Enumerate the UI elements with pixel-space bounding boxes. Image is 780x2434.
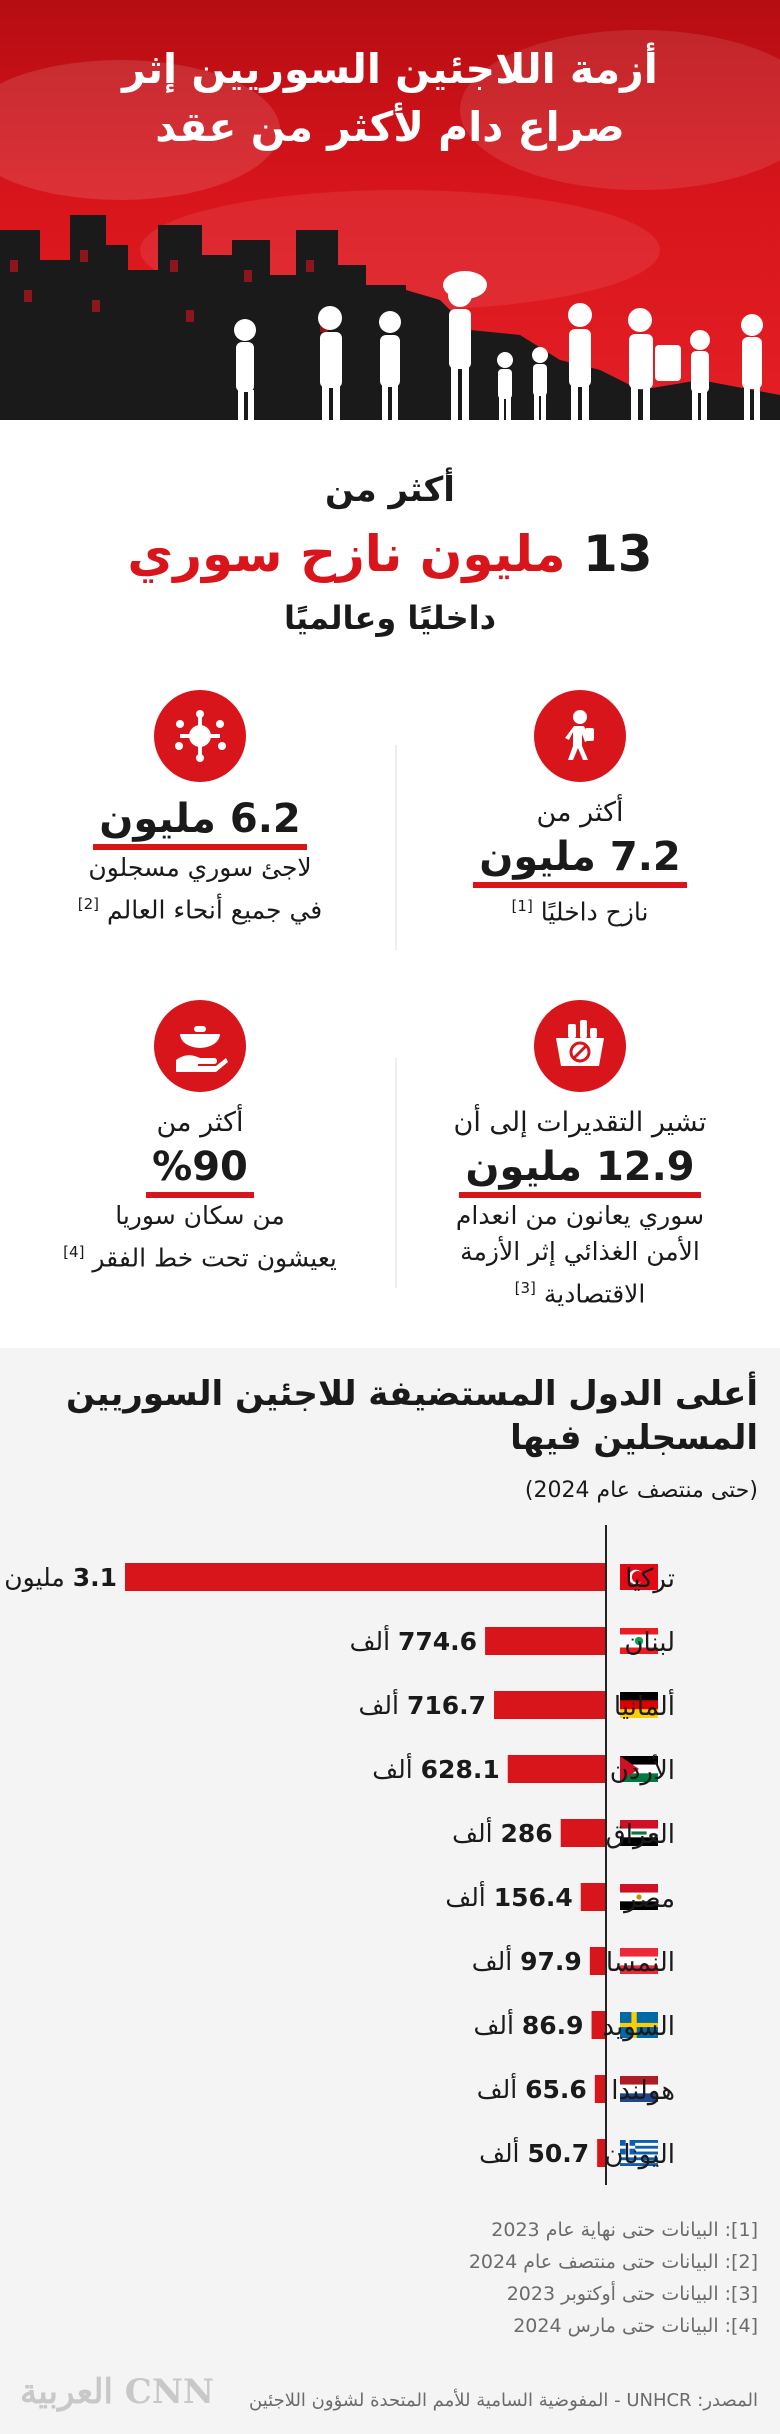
stat-4-desc-2: يعيشون تحت خط الفقر — [92, 1243, 337, 1273]
stat-1-footnote: [1] — [511, 897, 533, 915]
bar-8 — [595, 2075, 605, 2103]
stat-1-value: 7.2 مليون — [473, 832, 686, 888]
host-countries-bar-chart — [0, 1525, 780, 2185]
begging-bowl-icon — [154, 1000, 246, 1092]
stat-card-registered-refugees — [35, 690, 365, 928]
stat-card-internally-displaced — [415, 690, 745, 930]
stat-3-desc-3: الاقتصادية — [543, 1279, 646, 1309]
headline-prefix: أكثر من — [325, 470, 455, 510]
bar-3 — [508, 1755, 605, 1783]
stat-3-footnote: [3] — [514, 1279, 536, 1297]
bar-0 — [125, 1563, 605, 1591]
stat-4-value: %90 — [146, 1142, 254, 1198]
stat-3-desc-1: سوري يعانون من انعدام — [455, 1201, 705, 1230]
stat-2-desc-1: لاجئ سوري مسجلون — [88, 853, 312, 882]
headline-suffix: داخليًا وعالميًا — [283, 599, 497, 637]
stat-4-footnote: [4] — [63, 1243, 85, 1261]
stat-2-footnote: [2] — [77, 895, 99, 913]
empty-food-basket-icon — [534, 1000, 626, 1092]
footnote-2: [2]: البيانات حتى منتصف عام 2024 — [468, 2251, 758, 2273]
value-label-6: 97.9 ألف — [471, 1947, 582, 1976]
value-label-2: 716.7 ألف — [358, 1691, 487, 1720]
stat-1-prefix: أكثر من — [536, 797, 624, 828]
category-label-2: ألمانيا — [613, 1692, 675, 1722]
value-label-8: 65.6 ألف — [476, 2075, 587, 2104]
footnote-1: [1]: البيانات حتى نهاية عام 2023 — [491, 2219, 758, 2241]
hero-banner — [0, 0, 780, 445]
headline-main — [0, 515, 780, 593]
category-label-9: اليونان — [604, 2140, 675, 2170]
value-label-3: 628.1 ألف — [372, 1755, 500, 1784]
value-label-7: 86.9 ألف — [473, 2011, 584, 2040]
bar-6 — [590, 1947, 605, 1975]
stat-3-desc-2: الأمن الغذائي إثر الأزمة — [460, 1237, 700, 1266]
virus-explosion-icon — [154, 690, 246, 782]
stat-3-value: 12.9 مليون — [459, 1142, 700, 1198]
category-label-6: النمسا — [605, 1948, 675, 1978]
chart-title-line-2: المسجلين فيها — [510, 1418, 758, 1458]
value-label-9: 50.7 ألف — [479, 2139, 590, 2168]
bar-4 — [561, 1819, 605, 1847]
stat-4-prefix: أكثر من — [156, 1107, 244, 1138]
chart-title — [18, 1372, 758, 1460]
category-label-0: تركيا — [625, 1564, 675, 1594]
headline-number: 13 — [582, 525, 653, 583]
category-label-8: هولندا — [611, 2076, 675, 2106]
page-title — [40, 40, 740, 156]
stat-3-prefix: تشير التقديرات إلى أن — [453, 1107, 707, 1138]
source-text: المصدر: UNHCR - المفوضية السامية للأمم المتحدة لشؤون اللاجئين — [249, 2390, 758, 2411]
value-label-1: 774.6 ألف — [349, 1627, 478, 1656]
stat-2-value: 6.2 مليون — [93, 794, 306, 850]
stats-divider-top — [395, 745, 397, 950]
value-label-4: 286 ألف — [452, 1819, 553, 1848]
title-line-2: صراع دام لأكثر من عقد — [155, 103, 625, 151]
walking-person-icon — [534, 690, 626, 782]
bar-1 — [485, 1627, 605, 1655]
footnotes — [469, 2214, 758, 2342]
chart-subtitle: (حتى منتصف عام 2024) — [524, 1478, 758, 1503]
footnote-4: [4]: البيانات حتى مارس 2024 — [513, 2315, 758, 2337]
cnn-arabic-logo: CNN العربية — [20, 2372, 214, 2412]
headline-stat — [0, 465, 780, 643]
stat-card-food-insecurity — [415, 1000, 745, 1312]
value-label-5: 156.4 ألف — [445, 1883, 573, 1912]
value-label-0: 3.1 مليون — [4, 1563, 117, 1592]
footnote-3: [3]: البيانات حتى أوكتوبر 2023 — [506, 2283, 758, 2305]
bar-2 — [494, 1691, 605, 1719]
title-line-1: أزمة اللاجئين السوريين إثر — [122, 45, 658, 93]
stat-card-poverty — [35, 1000, 365, 1276]
bar-5 — [581, 1883, 605, 1911]
headline-text: مليون نازح سوري — [127, 525, 566, 583]
stats-divider-bottom — [395, 1058, 397, 1288]
category-label-1: لبنان — [624, 1628, 675, 1658]
stat-2-desc-2: في جميع أنحاء العالم — [106, 895, 323, 925]
chart-title-line-1: أعلى الدول المستضيفة للاجئين السوريين — [66, 1374, 758, 1414]
stat-4-desc-1: من سكان سوريا — [115, 1201, 285, 1230]
category-label-7: السويد — [602, 2012, 675, 2042]
category-label-3: الأردن — [609, 1756, 675, 1786]
stat-1-desc: نازح داخليًا — [540, 897, 649, 927]
category-label-4: العراق — [605, 1820, 675, 1850]
category-label-5: مصر — [624, 1884, 675, 1914]
